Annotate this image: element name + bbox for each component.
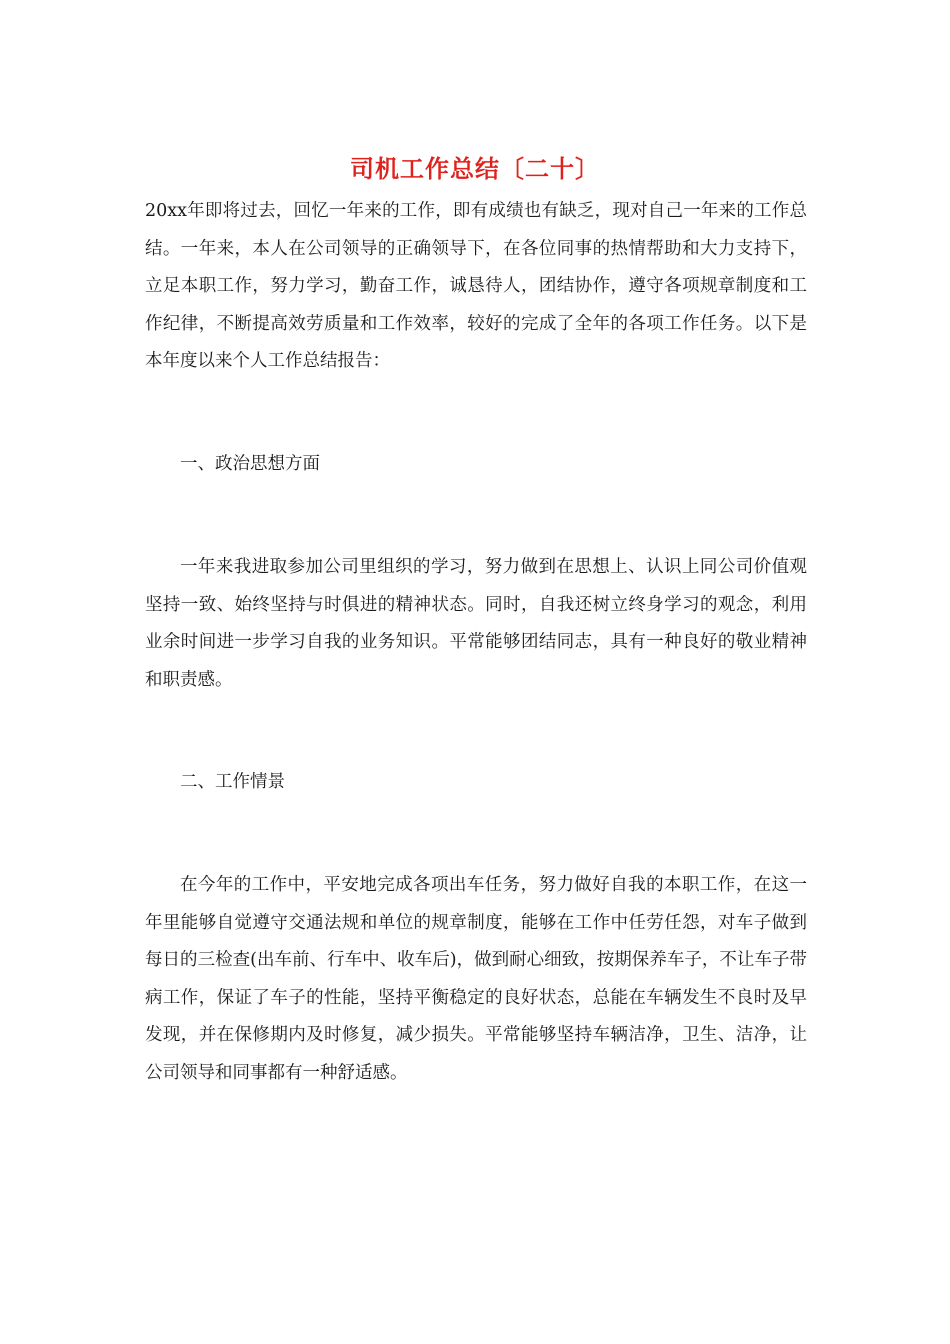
section-body-politics: 一年来我进取参加公司里组织的学习，努力做到在思想上、认识上同公司价值观坚持一致、始终坚持与时俱进的精神状态。同时，自我还树立终身学习的观念，利用业余时间进一步学习自我的业务知识。平常能够团结同志，具有一种良好的敬业精神和职责感。 [145,557,807,690]
intro-paragraph: 20xx年即将过去，回忆一年来的工作，即有成绩也有缺乏，现对自己一年来的工作总结。一年来，本人在公司领导的正确领导下，在各位同事的热情帮助和大力支持下，立足本职工作，努力学习，勤奋工作，诚恳待人，团结协作，遵守各项规章制度和工作纪律，不断提高效劳质量和工作效率，较好的完成了全年的各项工作任务。以下是本年度以来个人工作总结报告： [145,201,807,372]
section-heading-work: 二、工作情景 [180,772,285,792]
section-body-work: 在今年的工作中，平安地完成各项出车任务，努力做好自我的本职工作，在这一年里能够自觉遵守交通法规和单位的规章制度，能够在工作中任劳任怨，对车子做到每日的三检查(出车前、行车中、收车后)，做到耐心细致，按期保养车子，不让车子带病工作，保证了车子的性能，坚持平衡稳定的良好状态，总能在车辆发生不良时及早发现，并在保修期内及时修复，减少损失。平常能够坚持车辆洁净，卫生、洁净，让公司领导和同事都有一种舒适感。 [145,875,807,1083]
document-title: 司机工作总结〔二十〕 [350,155,600,183]
section-heading-politics: 一、政治思想方面 [180,454,320,474]
